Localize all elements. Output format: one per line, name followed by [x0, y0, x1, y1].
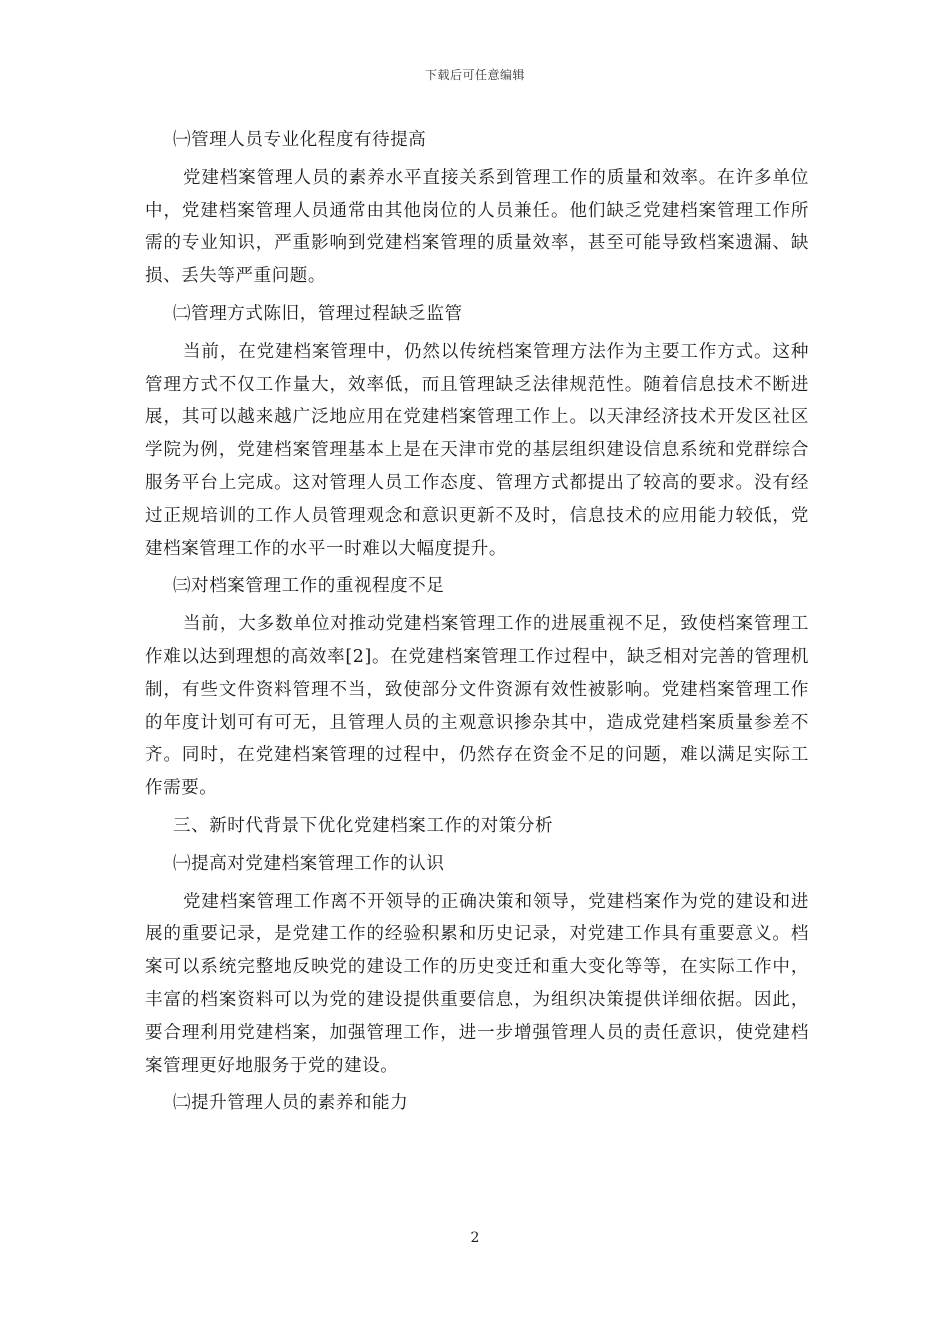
section-heading-5: ㈡提升管理人员的素养和能力 [173, 1093, 409, 1114]
section-heading-4: ㈠提高对党建档案管理工作的认识 [173, 853, 445, 874]
paragraph-4: 党建档案管理工作离不开领导的正确决策和领导，党建档案作为党的建设和进展的重要记录，是党建工作的经验积累和历史记录，对党建工作具有重要意义。档案可以系统完整地反映党的建设工作的历史变迁和重大变化等等，在实际工作中，丰富的档案资料可以为党的建设提供重要信息，为组织决策提供详细依据。因此，要合理利用党建档案，加强管理工作，进一步增强管理人员的责任意识，使党建档案管理更好地服务于党的建设。 [145, 891, 809, 1076]
chapter-heading-3: 三、新时代背景下优化党建档案工作的对策分析 [173, 815, 554, 836]
page-header: 下载后可任意编辑 [424, 68, 525, 82]
document-body [145, 124, 809, 1125]
section-heading-3: ㈢对档案管理工作的重视程度不足 [173, 576, 445, 597]
section-heading-2: ㈡管理方式陈旧，管理过程缺乏监管 [173, 303, 463, 324]
paragraph-3: 当前，大多数单位对推动党建档案管理工作的进展重视不足，致使档案管理工作难以达到理想的高效率[2]。在党建档案管理工作过程中，缺乏相对完善的管理机制，有些文件资料管理不当，致使部分文件资源有效性被影响。党建档案管理工作的年度计划可有可无，且管理人员的主观意识掺杂其中，造成党建档案质量参差不齐。同时，在党建档案管理的过程中，仍然存在资金不足的问题，难以满足实际工作需要。 [145, 614, 809, 799]
paragraph-1: 党建档案管理人员的素养水平直接关系到管理工作的质量和效率。在许多单位中，党建档案管理人员通常由其他岗位的人员兼任。他们缺乏党建档案管理工作所需的专业知识，严重影响到党建档案管理的质量效率，甚至可能导致档案遗漏、缺损、丢失等严重问题。 [145, 167, 809, 287]
section-heading-1: ㈠管理人员专业化程度有待提高 [173, 130, 427, 150]
paragraph-2: 当前，在党建档案管理中，仍然以传统档案管理方法作为主要工作方式。这种管理方式不仅工作量大，效率低，而且管理缺乏法律规范性。随着信息技术不断进展，其可以越来越广泛地应用在党建档案管理工作上。以天津经济技术开发区社区学院为例，党建档案管理基本上是在天津市党的基层组织建设信息系统和党群综合服务平台上完成。这对管理人员工作态度、管理方式都提出了较高的要求。没有经过正规培训的工作人员管理观念和意识更新不及时，信息技术的应用能力较低，党建档案管理工作的水平一时难以大幅度提升。 [145, 341, 809, 559]
page-number: 2 [470, 1230, 480, 1246]
